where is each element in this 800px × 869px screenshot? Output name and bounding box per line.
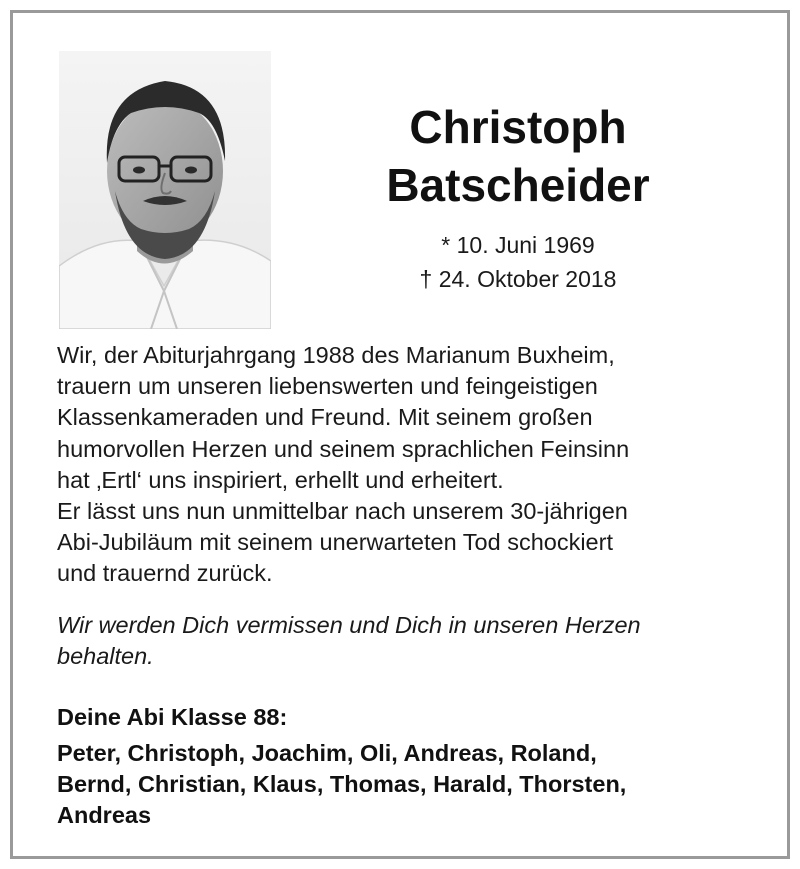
memorial-text [57,340,777,590]
birth-date: * 10. Juni 1969 [441,232,595,258]
memorial-quote [57,610,777,672]
obituary-frame [10,10,790,859]
signature-line: Andreas [57,802,152,828]
memorial-text-line: und trauernd zurück. [57,560,273,587]
quote-line: behalten. [57,643,154,669]
portrait-photo [59,51,271,329]
memorial-text-line: Er lässt uns nun unmittelbar nach unserem 30-jährigen [57,498,628,525]
signature-line: Bernd, Christian, Klaus, Thomas, Harald, Thorsten, [57,771,627,797]
last-name: Batscheider [386,159,650,211]
quote-line: Wir werden Dich vermissen und Dich in unseren Herzen [57,612,641,638]
first-name: Christoph [409,101,627,153]
signature-line: Peter, Christoph, Joachim, Oli, Andreas, Roland, [57,740,597,766]
life-dates [343,228,693,296]
death-date: † 24. Oktober 2018 [419,266,617,292]
memorial-text-line: Wir, der Abiturjahrgang 1988 des Marianum Buxheim, [57,342,615,368]
memorial-text-line: humorvollen Herzen und seinem sprachlichen Feinsinn [57,435,630,462]
memorial-text-line: Klassenkameraden und Freund. Mit seinem großen [57,404,593,431]
signature-names [57,738,777,831]
memorial-text-line: hat ‚Ertl‘ uns inspiriert, erhellt und erheitert. [57,466,504,493]
memorial-text-line: trauern um unseren liebenswerten und feingeistigen [57,373,598,400]
memorial-text-line: Abi-Jubiläum mit seinem unerwarteten Tod schockiert [57,529,613,556]
signature-title: Deine Abi Klasse 88: [57,704,288,730]
deceased-name [313,98,723,214]
